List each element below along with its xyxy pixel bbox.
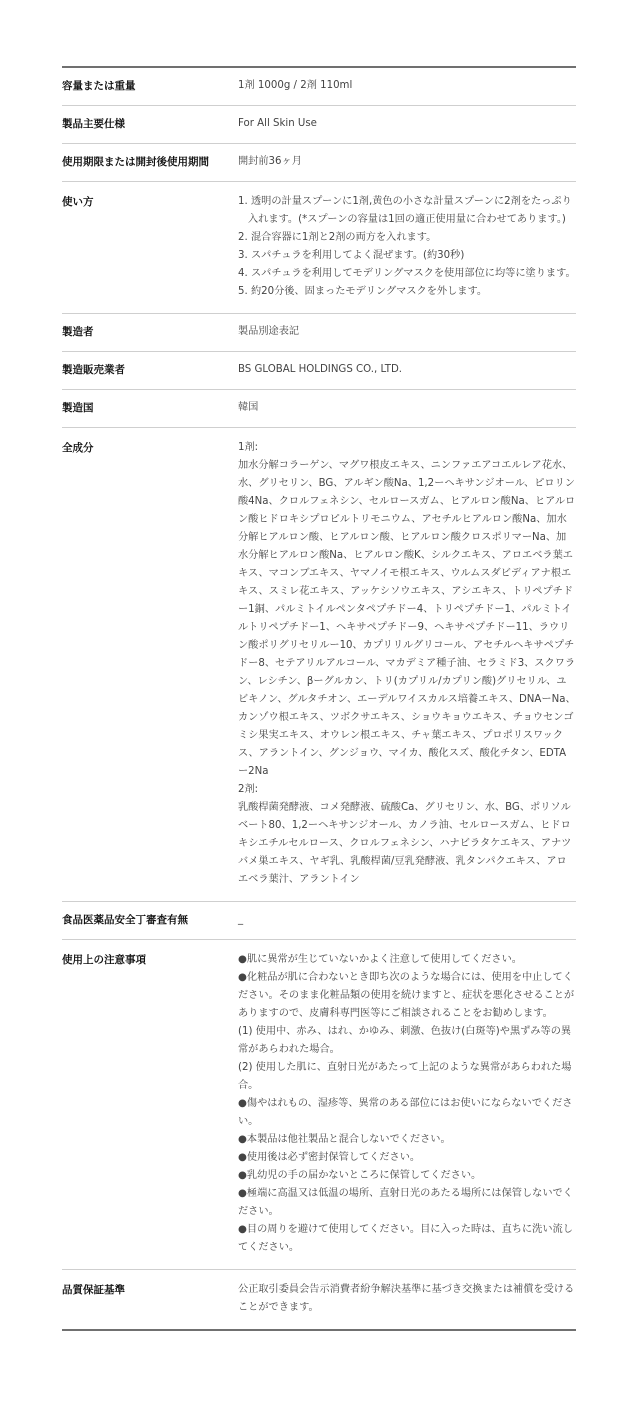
spec-row-spec [62,106,576,144]
usage-step: 3. スパチュラを利用してよく混ぜます。(約30秒) [238,250,465,261]
precaution-note: ●本製品は他社製品と混合しないでください。 [238,1134,451,1145]
usage-steps-list [238,193,576,301]
row-label-capacity: 容量または重量 [62,80,136,92]
row-value-manufacturer: 製品別途表記 [238,326,300,337]
precaution-note: ●極端に高温又は低温の場所、直射日光のあたる場所には保管しないでください。 [238,1188,573,1217]
precaution-note: ●傷やはれもの、湿疹等、異常のある部位にはお使いにならないでください。 [238,1098,573,1127]
spec-row-safety-check [62,902,576,940]
row-value-capacity: 1剤 1000g / 2剤 110ml [238,80,353,91]
row-label-distributor: 製造販売業者 [62,364,125,376]
row-value-quality: 公正取引委員会告示消費者紛争解決基準に基づき交換または補償を受けることができます。 [238,1284,575,1313]
ingredients-part1-text: 加水分解コラーゲン、マグワ根皮エキス、ニンファエアコエルレア花水、水、グリセリン、BG、アルギン酸Na、1,2ーヘキサンジオール、ピロリン酸4Na、クロルフェネシン、セルロースガム、ヒアルロン酸Na、ヒアルロン酸ヒドロキシプロピルトリモニウム、アセチルヒアルロン酸Na、加水分解ヒアルロン酸、ヒアルロン酸、ヒアルロン酸クロスポリマーNa、加水分解ヒアルロン酸Na、ヒアルロン酸K、シルクエキス、アロエベラ葉エキス、マコンブエキス、ヤマノイモ根エキス、ウルムスダビディアナ根エキス、スミレ花エキス、アッケシソウエキス、アシエキス、トリペプチドー1銅、パルミトイルペンタペプチドー4、トリペプチドー1、パルミトイルトリペプチドー1、ヘキサペプチドー9、ヘキサペプチドー11、ラウリン酸ポリグリセリルー10、カプリリルグリコール、アセチルヘキサペプチドー8、セテアリルアルコール、マカデミア種子油、セラミド3、スクワラン、レシチン、βーグルカン、トリ(カプリル/カプリン酸)グリセリル、ユビキノン、グルタチオン、エーデルワイスカルス培養エキス、DNAーNa、カンゾウ根エキス、ツボクサエキス、ショウキョウエキス、チョウセンゴミシ果実エキス、オウレン根エキス、チャ葉エキス、プロポリスワックス、アラントイン、グンジョウ、マイカ、酸化スズ、酸化チタン、EDTAー2Na [238,460,576,777]
row-label-spec: 製品主要仕様 [62,118,125,130]
row-label-ingredients: 全成分 [62,442,94,454]
row-value-safety-check: _ [238,914,244,925]
row-label-usage: 使い方 [62,196,94,208]
usage-step: 1. 透明の計量スプーンに1剤,黄色の小さな計量スプーンに2剤をたっぷり入れます。(*スプーンの容量は1回の適正使用量に合わせてあります。) [238,196,572,225]
row-label-manufacturer: 製造者 [62,326,94,338]
row-label-country: 製造国 [62,402,94,414]
precaution-note: (2) 使用した肌に、直射日光があたって上記のような異常があらわれた場合。 [238,1062,572,1091]
usage-step: 4. スパチュラを利用してモデリングマスクを使用部位に均等に塗ります。 [238,268,576,279]
precaution-note: ●肌に異常が生じていないかよく注意して使用してください。 [238,954,522,965]
usage-step: 2. 混合容器に1剤と2剤の両方を入れます。 [238,232,437,243]
row-value-expiry: 開封前36ヶ月 [238,156,302,167]
spec-row-quality [62,1270,576,1329]
row-value-country: 韓国 [238,402,259,413]
precaution-note: ●乳幼児の手の届かないところに保管してください。 [238,1170,482,1181]
spec-row-manufacturer [62,314,576,352]
ingredients-part2-text: 乳酸桿菌発酵液、コメ発酵液、硫酸Ca、グリセリン、水、BG、ポリソルベート80、1,2ーヘキサンジオール、カノラ油、セルロースガム、ヒドロキシエチルセルロース、クロルフェネシン、ハナビラタケエキス、アナツバメ巣エキス、ヤギ乳、乳酸桿菌/豆乳発酵液、乳タンパクエキス、アロエベラ葉汁、アラントイン [238,802,572,885]
usage-step: 5. 約20分後、固まったモデリングマスクを外します。 [238,286,488,297]
row-label-quality: 品質保証基準 [62,1284,125,1296]
precaution-note: ●使用後は必ず密封保管してください。 [238,1152,421,1163]
product-spec-table [62,66,576,1331]
spec-row-distributor [62,352,576,390]
row-label-safety-check: 食品医薬品安全丁審査有無 [62,914,188,926]
precaution-note: ●化粧品が肌に合わないとき即ち次のような場合には、使用を中止してください。そのまま化粧品類の使用を続けますと、症状を悪化させることがありますので、皮膚科専門医等にご相談されることをお勧めします。 [238,972,575,1019]
ingredients-part1-title: 1剤: [238,442,259,453]
row-value-distributor: BS GLOBAL HOLDINGS CO., LTD. [238,364,403,375]
spec-row-capacity [62,68,576,106]
ingredients-part2-title: 2剤: [238,784,259,795]
spec-row-expiry [62,144,576,182]
spec-row-ingredients [62,428,576,902]
row-label-expiry: 使用期限または開封後使用期間 [62,156,209,168]
row-value-spec: For All Skin Use [238,118,317,129]
spec-row-country [62,390,576,428]
row-value-precautions [238,951,576,1257]
precaution-note: (1) 使用中、赤み、はれ、かゆみ、刺激、色抜け(白斑等)や黒ずみ等の異常があらわれた場合。 [238,1026,572,1055]
row-label-precautions: 使用上の注意事項 [62,954,146,966]
row-value-ingredients [238,439,576,889]
row-value-usage [238,193,576,301]
precaution-note: ●目の周りを避けて使用してください。目に入った時は、直ちに洗い流してください。 [238,1224,573,1253]
spec-row-precautions [62,940,576,1270]
spec-row-usage [62,182,576,314]
